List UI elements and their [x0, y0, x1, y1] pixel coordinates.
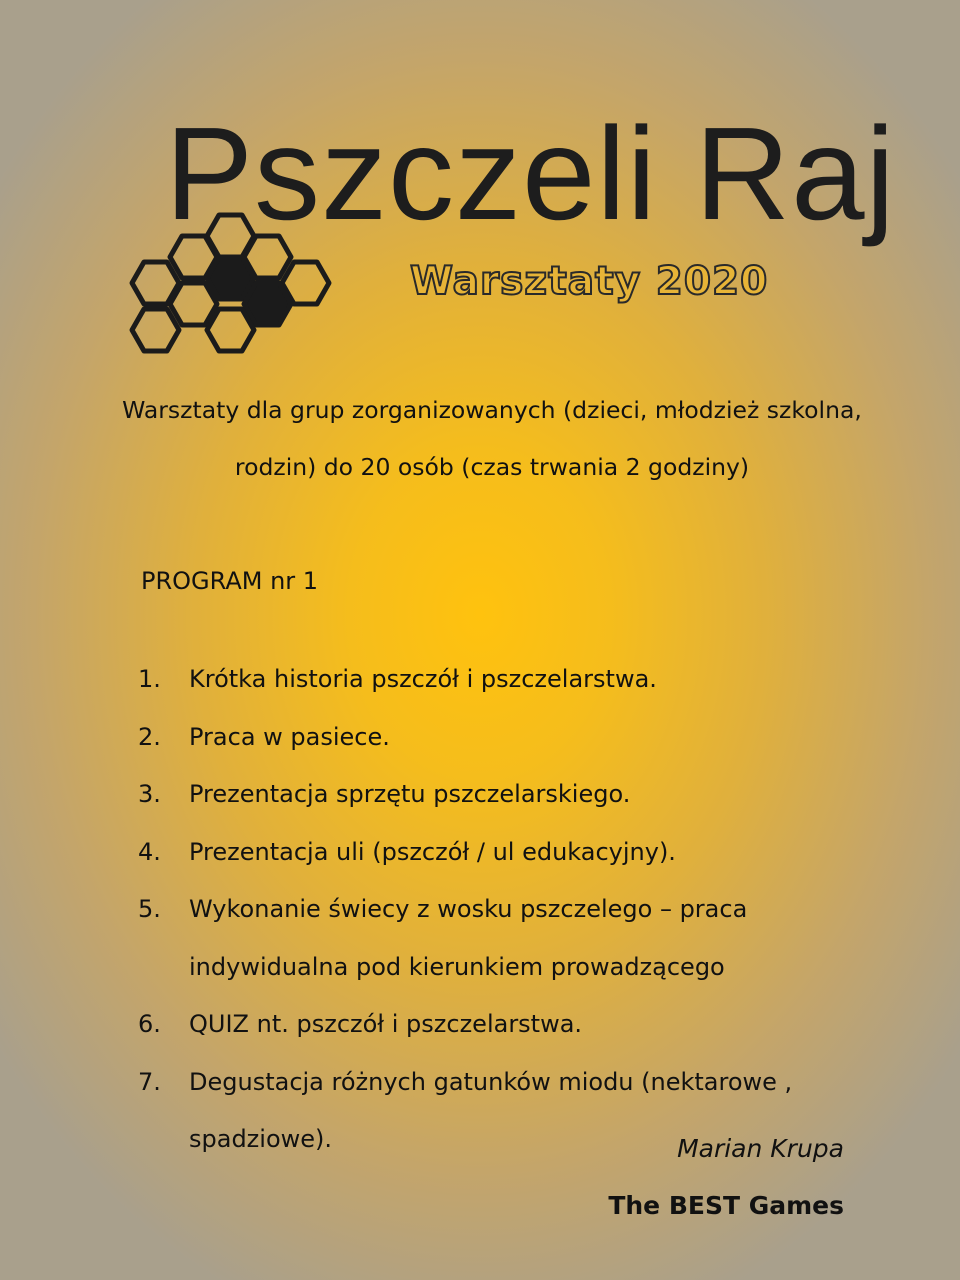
- list-item-number: 6.: [138, 1010, 161, 1038]
- list-item-text: Krótka historia pszczół i pszczelarstwa.: [189, 665, 657, 693]
- list-item: [138, 996, 858, 1054]
- page-title: Pszczeli Raj: [165, 100, 896, 247]
- list-item: [138, 881, 858, 996]
- list-item-number: 1.: [138, 665, 161, 693]
- list-item-number: 3.: [138, 780, 161, 808]
- author-signature: Marian Krupa: [677, 1134, 844, 1163]
- list-item-text: Praca w pasiece.: [189, 722, 390, 751]
- list-item-text: Wykonanie świecy z wosku pszczelego – praca indywidualna pod kierunkiem prowadzącego: [189, 895, 748, 981]
- honeycomb-icon: [122, 205, 342, 365]
- list-item: [138, 766, 858, 824]
- company-name: The BEST Games: [608, 1191, 844, 1220]
- list-item: [138, 824, 858, 882]
- list-item-number: 5.: [138, 895, 161, 923]
- intro-text: Warsztaty dla grup zorganizowanych (dzieci, młodzież szkolna, rodzin) do 20 osób (czas trwania 2 godziny): [122, 396, 862, 481]
- program-title: PROGRAM nr 1: [141, 567, 319, 595]
- list-item-number: 7.: [138, 1067, 161, 1096]
- list-item-number: 2.: [138, 722, 161, 751]
- list-item-text: Degustacja różnych gatunków miodu (nektarowe , spadziowe).: [189, 1067, 793, 1153]
- list-item-text: Prezentacja uli (pszczół / ul edukacyjny).: [189, 837, 676, 866]
- list-item: [138, 709, 858, 767]
- list-item-number: 4.: [138, 837, 161, 866]
- subtitle: Warsztaty 2020: [410, 259, 769, 304]
- list-item: [138, 651, 858, 709]
- program-list: [138, 651, 858, 1169]
- list-item-text: Prezentacja sprzętu pszczelarskiego.: [189, 780, 631, 808]
- list-item-text: QUIZ nt. pszczół i pszczelarstwa.: [189, 1010, 583, 1038]
